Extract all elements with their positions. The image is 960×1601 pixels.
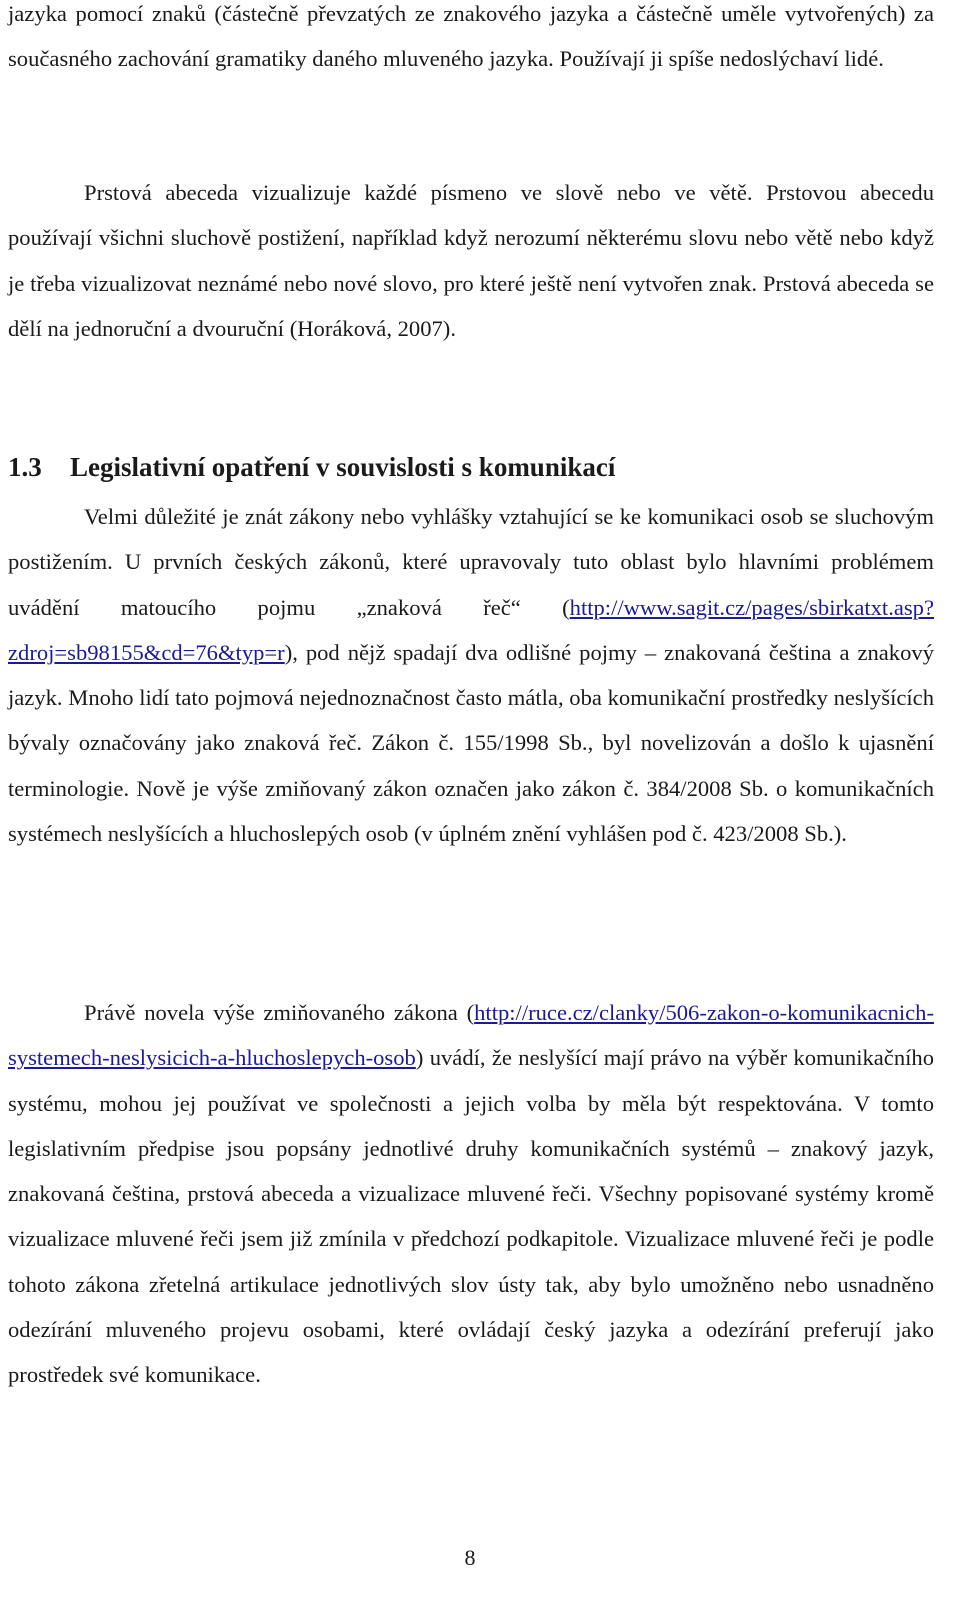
section-title: Legislativní opatření v souvislosti s komunikací [70,452,616,482]
section-number: 1.3 [8,452,42,482]
paragraph-text: Právě novela výše zmiňovaného zákona ( [84,1000,475,1025]
ruce-link[interactable]: http://ruce.cz/clanky/506-zakon-o-komunikacnich-systemech-neslysicich-a-hluchoslepych-osob [8,1000,934,1071]
page-number: 8 [464,1545,476,1570]
paragraph-amendment [8,990,934,1398]
section-heading [8,442,615,492]
sagit-link[interactable]: http://www.sagit.cz/pages/sbirkatxt.asp?zdroj=sb98155&cd=76&typ=r [8,594,934,665]
paragraph-text: Velmi důležité je znát zákony nebo vyhlášky vztahující se ke komunikaci osob se sluchovým postižením. U prvních českých zákonů, které upravovaly tuto oblast bylo hlavními problémem uvádění matoucího pojmu „znaková řeč“ ( [8,504,934,620]
paragraph-finger-alphabet [8,170,934,351]
paragraph-text: ) uvádí, že neslyšící mají právo na výběr komunikačního systému, mohou jej používat ve společnosti a jejich volba by měla být respektována. V tomto legislativním předpise jsou popsány jednotlivé druhy komunikačních systémů – znakový jazyk, znakovaná čeština, prstová abeceda a vizualizace mluvené řeči. Všechny popisované systémy kromě vizualizace mluvené řeči jsem již zmínila v předchozí podkapitole. Vizualizace mluvené řeči je podle tohoto zákona zřetelná artikulace jednotlivých slov ústy tak, aby bylo umožněno nebo usnadněno odezírání mluveného projevu osobami, které ovládají český jazyka a odezírání preferují jako prostředek své komunikace. [8,1045,934,1388]
paragraph-text: ), pod nějž spadají dva odlišné pojmy – znakovaná čeština a znakový jazyk. Mnoho lidí tato pojmová nejednoznačnost často mátla, oba komunikační prostředky neslyšících bývaly označovány jako znaková řeč. Zákon č. 155/1998 Sb., byl novelizován a došlo k ujasnění terminologie. Nově je výše zmiňovaný zákon označen jako zákon č. 384/2008 Sb. o komunikačních systémech neslyšících a hluchoslepých osob (v úplném znění vyhlášen pod č. 423/2008 Sb.). [8,639,934,847]
paragraph-text: Prstová abeceda vizualizuje každé písmeno ve slově nebo ve větě. Prstovou abecedu používají všichni sluchově postižení, například když nerozumí některému slovu nebo větě nebo když je třeba vizualizovat neznámé nebo nové slovo, pro které ještě není vytvořen znak. Prstová abeceda se dělí na jednoruční a dvouruční (Horáková, 2007). [8,180,934,341]
paragraph-continuation [8,0,934,82]
paragraph-legislation [8,494,934,856]
paragraph-text: jazyka pomocí znaků (částečně převzatých ze znakového jazyka a částečně uměle vytvořených) za současného zachování gramatiky daného mluveného jazyka. Používají ji spíše nedoslýchaví lidé. [8,1,934,72]
